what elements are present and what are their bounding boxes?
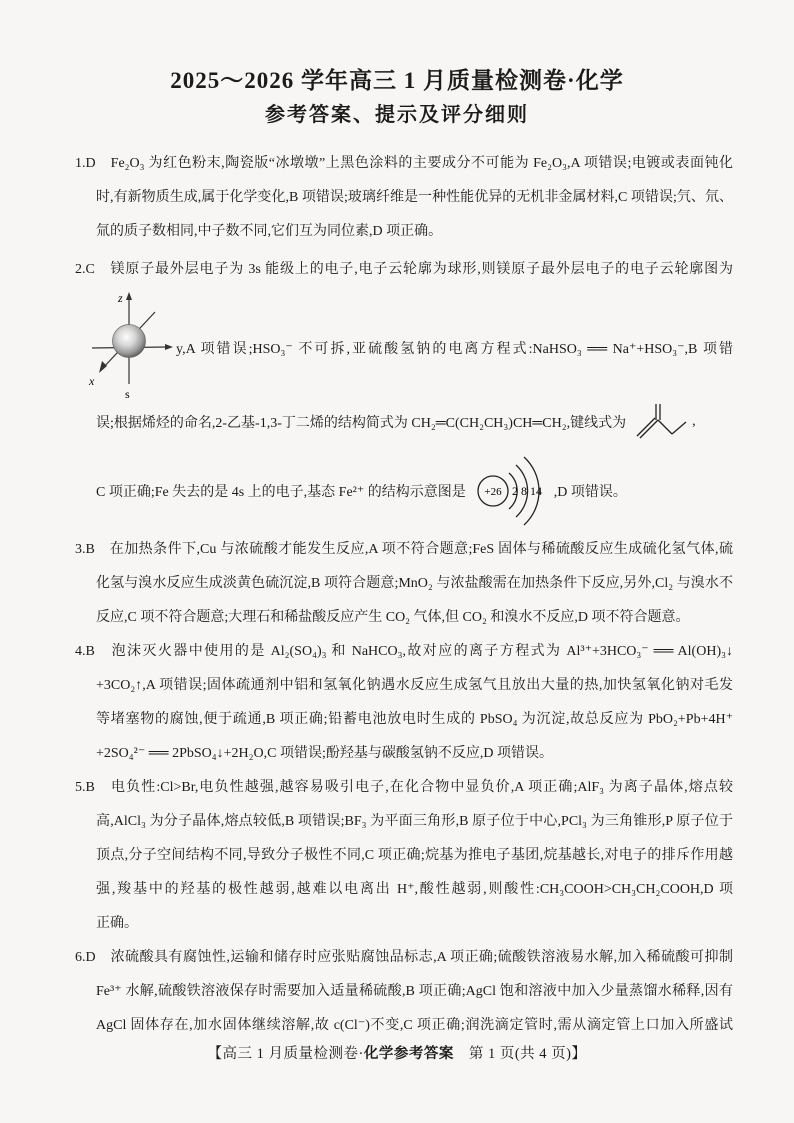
shell-2-count: 8 <box>520 484 527 498</box>
answer-2-line-3-comma: , <box>692 414 696 429</box>
answer-3-line-3: 反应,C 项不符合题意;大理石和稀盐酸反应产生 CO₂ 气体,但 CO₂ 和溴水不反应,D 项不符合题意。 <box>96 610 690 625</box>
z-axis-label: z <box>118 291 123 305</box>
answer-4-line-4: +2SO₄²⁻ ══ 2PbSO₄↓+2H₂O,C 项错误;酚羟基与碳酸氢钠不反应,D 项错误。 <box>96 746 553 761</box>
answer-1-line-3: 氚的质子数相同,中子数不同,它们互为同位素,D 项正确。 <box>96 224 443 239</box>
answer-4-line-1: 4.B 泡沫灭火器中使用的是 Al₂(SO₄)₃ 和 NaHCO₃,故对应的离子方程式为 Al³⁺+3HCO₃⁻ ══ Al(OH)₃↓ <box>75 644 733 659</box>
answer-2-line-4 <box>96 458 627 524</box>
page-footer <box>0 1042 794 1063</box>
answer-3-line-2: 化氢与溴水反应生成淡黄色硫沉淀,B 项符合题意;MnO₂ 与浓盐酸需在加热条件下反应,另外,Cl₂ 与溴水不 <box>96 576 733 591</box>
atom-structure-figure <box>469 453 551 529</box>
answer-5-line-2: 高,AlCl₃ 为分子晶体,熔点较低,B 项错误;BF₃ 为平面三角形,B 原子位于中心,PCl₃ 为三角锥形,P 原子位于 <box>96 814 733 829</box>
answer-2-line-1: 2.C 镁原子最外层电子为 3s 能级上的电子,电子云轮廓为球形,则镁原子最外层电子的电子云轮廓图为 <box>75 262 733 277</box>
answer-4-line-2: +3CO₂↑,A 项错误;固体疏通剂中铝和氢氧化钠遇水反应生成氢气且放出大量的热,加快氢氧化钠对毛发 <box>96 678 733 693</box>
nucleus-charge-label: +26 <box>484 486 502 498</box>
page-subtitle: 参考答案、提示及评分细则 <box>265 104 529 126</box>
skeletal-formula-figure <box>629 399 689 445</box>
footer-post: 第 1 页(共 4 页)】 <box>453 1046 587 1062</box>
answer-5-line-5: 正确。 <box>96 916 138 931</box>
shell-3-count: 14 <box>529 484 542 498</box>
answer-2-line-4-text: C 项正确;Fe 失去的是 4s 上的电子,基态 Fe²⁺ 的结构示意图是 <box>96 485 466 500</box>
footer-bold: 化学参考答案 <box>363 1046 454 1062</box>
answer-5-line-1: 5.B 电负性:Cl>Br,电负性越强,越容易吸引电子,在化合物中显负价,A 项正确;AlF₃ 为离子晶体,熔点较 <box>75 780 733 795</box>
shell-1-count: 2 <box>511 484 518 498</box>
answer-5-line-3: 顶点,分子空间结构不同,导致分子极性不同,C 项正确;烷基为推电子基团,烷基越长,对电子的排斥作用越 <box>96 848 733 863</box>
answer-2-line-3-text: 误;根据烯烃的命名,2-乙基-1,3-丁二烯的结构简式为 CH₂═C(CH₂CH₃)CH═CH₂,键线式为 <box>96 416 627 431</box>
s-orbital-electron-cloud-figure <box>85 286 177 400</box>
answer-1-line-2: 时,有新物质生成,属于化学变化,B 项错误;玻璃纤维是一种性能优异的无机非金属材料,C 项错误;氕、氘、 <box>96 190 733 205</box>
answer-2-line-3 <box>96 396 696 448</box>
answer-5-line-4: 强,羧基中的羟基的极性越弱,越难以电离出 H⁺,酸性越弱,则酸性:CH₃COOH>CH₃CH₂COOH,D 项 <box>96 882 733 897</box>
s-orbital-label: s <box>125 387 130 400</box>
answer-3-line-1: 3.B 在加热条件下,Cu 与浓硫酸才能发生反应,A 项不符合题意;FeS 固体与稀硫酸反应生成硫化氢气体,硫 <box>75 542 733 557</box>
answer-2-line-2: y,A 项错误;HSO₃⁻ 不可拆,亚硫酸氢钠的电离方程式:NaHSO₃ ══ Na⁺+HSO₃⁻,B 项错 <box>176 342 733 357</box>
footer-pre: 【高三 1 月质量检测卷· <box>207 1046 364 1062</box>
answer-1-line-1: 1.D Fe₂O₃ 为红色粉末,陶瓷版“冰墩墩”上黑色涂料的主要成分不可能为 Fe₂O₃,A 项错误;电镀或表面钝化 <box>75 156 733 171</box>
answer-4-line-3: 等堵塞物的腐蚀,便于疏通,B 项正确;铅蓄电池放电时生成的 PbSO₄ 为沉淀,故总反应为 PbO₂+Pb+4H⁺ <box>96 712 733 727</box>
answer-6-line-3: AgCl 固体存在,加水固体继续溶解,故 c(Cl⁻)不变,C 项正确;润洗滴定管时,需从滴定管上口加入所盛试 <box>96 1018 733 1033</box>
x-axis-label: x <box>89 374 95 388</box>
answer-6-line-1: 6.D 浓硫酸具有腐蚀性,运输和储存时应张贴腐蚀品标志,A 项正确;硫酸铁溶液易水解,加入稀硫酸可抑制 <box>75 950 733 965</box>
answer-6-line-2: Fe³⁺ 水解,硫酸铁溶液保存时需要加入适量稀硫酸,B 项正确;AgCl 饱和溶液中加入少量蒸馏水稀释,因有 <box>96 984 733 999</box>
page-title: 2025～2026 学年高三 1 月质量检测卷·化学 <box>170 68 624 93</box>
answer-2-line-4-end: ,D 项错误。 <box>553 485 627 500</box>
